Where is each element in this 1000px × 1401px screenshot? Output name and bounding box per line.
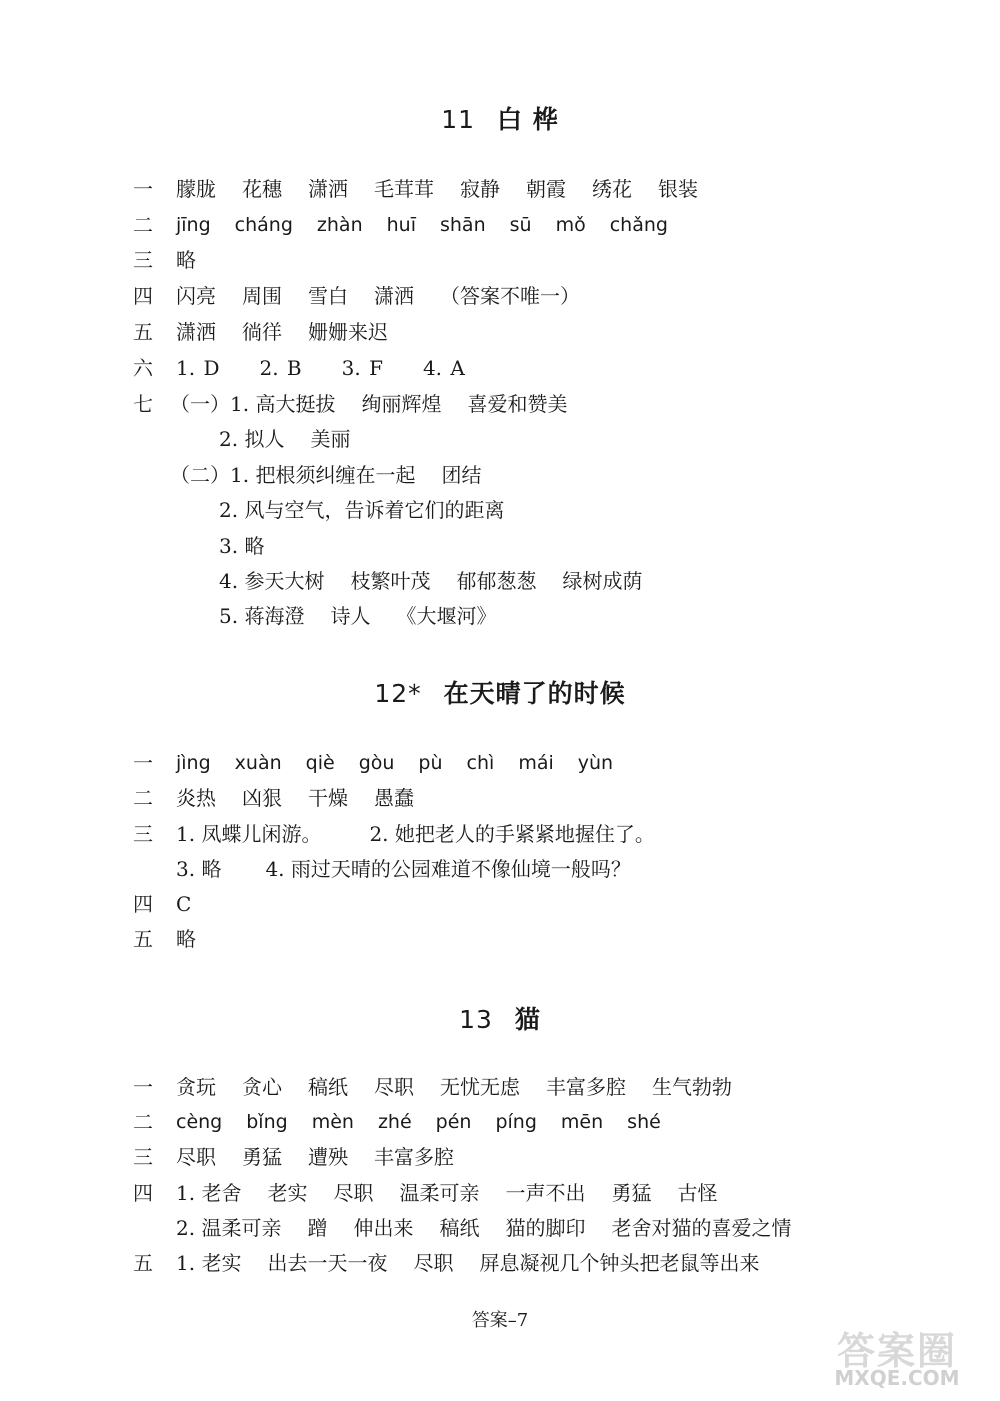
answer-item: sū xyxy=(509,214,532,236)
pinyin-items xyxy=(176,1109,685,1135)
answer-item: zhàn xyxy=(316,214,363,236)
answer-item: 2. 温柔可亲 xyxy=(176,1216,282,1240)
watermark-url: MXQE.COM xyxy=(834,1366,960,1390)
section-number: 12* xyxy=(374,679,422,708)
question-label: 三 xyxy=(133,1145,153,1169)
answer-item: gòu xyxy=(358,752,395,774)
answer-items xyxy=(176,856,657,882)
answer-item: 3. 略 xyxy=(219,534,265,558)
section-name: 在天晴了的时候 xyxy=(443,679,626,708)
question-label: 五 xyxy=(133,320,153,344)
answer-item: 4. 参天大树 xyxy=(219,569,325,593)
question-label: 四 xyxy=(133,892,153,916)
answer-item: 枝繁叶茂 xyxy=(350,569,431,593)
section-number: 11 xyxy=(441,105,476,134)
section-name: 白 桦 xyxy=(497,105,559,134)
answer-items xyxy=(176,891,217,917)
question-label: 二 xyxy=(133,786,153,810)
answer-item: 遭殃 xyxy=(308,1145,348,1169)
question-label: 六 xyxy=(133,356,153,380)
answer-item: 炎热 xyxy=(176,786,216,810)
answer-item: jīng xyxy=(176,214,211,236)
answer-item: 5. 蒋海澄 xyxy=(219,604,305,628)
pinyin-items xyxy=(176,750,637,776)
question-label: 三 xyxy=(133,822,153,846)
question-label: 一 xyxy=(133,751,153,775)
answer-item: 雪白 xyxy=(308,284,348,308)
answer-item: 朝霞 xyxy=(526,177,566,201)
answer-item: 团结 xyxy=(441,463,482,487)
answer-item: 屏息凝视几个钟头把老鼠等出来 xyxy=(479,1251,760,1275)
answer-item: huī xyxy=(386,214,416,236)
answer-item: mái xyxy=(518,752,554,774)
answer-item: 美丽 xyxy=(310,427,351,451)
answer-item: qiè xyxy=(305,752,335,774)
answer-item: 潇洒 xyxy=(176,320,216,344)
answer-item: shé xyxy=(627,1111,661,1133)
answer-items xyxy=(176,355,491,381)
answer-item: 略 xyxy=(176,927,196,951)
answer-item: 4. A xyxy=(422,356,465,380)
answer-items xyxy=(176,1144,480,1170)
answer-item: 蹭 xyxy=(307,1216,328,1240)
answer-item: 愚蠢 xyxy=(374,786,414,810)
answer-item: 诗人 xyxy=(330,604,371,628)
answer-item: 1. 凤蝶儿闲游。 xyxy=(176,822,322,846)
answer-item: mēn xyxy=(560,1111,604,1133)
answer-item: xuàn xyxy=(234,752,282,774)
answer-item: bǐng xyxy=(246,1111,288,1133)
answer-item: 丰富多腔 xyxy=(546,1075,626,1099)
answer-item: 2. 她把老人的手紧紧地握住了。 xyxy=(369,822,655,846)
answer-items xyxy=(170,391,593,417)
answer-item: 3. 略 xyxy=(176,857,222,881)
answer-item: 2. 拟人 xyxy=(219,427,285,451)
answer-item: 1. 老实 xyxy=(176,1251,242,1275)
answer-item: 尽职 xyxy=(333,1181,374,1205)
answer-item: 周围 xyxy=(242,284,282,308)
answer-items xyxy=(219,533,290,559)
answer-item: 尽职 xyxy=(176,1145,216,1169)
question-label: 三 xyxy=(133,248,153,272)
answer-item: 稿纸 xyxy=(439,1216,480,1240)
answer-item: 尽职 xyxy=(374,1075,414,1099)
answer-item: （答案不唯一） xyxy=(440,284,580,308)
answer-item: 贪心 xyxy=(242,1075,282,1099)
answer-item: 猫的脚印 xyxy=(505,1216,586,1240)
answer-item: 老舍对猫的喜爱之情 xyxy=(611,1216,792,1240)
answer-item: 2. 风与空气，告诉着它们的距离 xyxy=(219,498,505,522)
answer-item: 丰富多腔 xyxy=(374,1145,454,1169)
answer-item: píng xyxy=(495,1111,537,1133)
answer-item: 1. D xyxy=(176,356,220,380)
section-number: 13 xyxy=(459,1005,493,1034)
answer-item: 郁郁葱葱 xyxy=(456,569,537,593)
answer-item: cèng xyxy=(176,1111,223,1133)
section-title-12 xyxy=(0,674,1000,710)
pinyin-items xyxy=(176,212,692,238)
answer-items xyxy=(176,785,440,811)
answer-item: 勇猛 xyxy=(242,1145,282,1169)
answer-item: 干燥 xyxy=(308,786,348,810)
answer-item: 闪亮 xyxy=(176,284,216,308)
answer-items xyxy=(170,462,507,488)
watermark-text: 答案圈 xyxy=(836,1329,957,1373)
answer-item: chǎng xyxy=(609,214,668,236)
answer-items xyxy=(176,926,222,952)
answer-item: C xyxy=(176,892,192,916)
answer-item: 古怪 xyxy=(677,1181,718,1205)
answer-item: 出去一天一夜 xyxy=(267,1251,388,1275)
answer-items xyxy=(176,1250,785,1276)
answer-item: （一）1. 高大挺拔 xyxy=(170,392,336,416)
answer-item: mǒ xyxy=(555,214,586,236)
answer-items xyxy=(176,1180,743,1206)
answer-item: 《大堰河》 xyxy=(396,604,497,628)
answer-item: 1. 老舍 xyxy=(176,1181,242,1205)
question-label: 一 xyxy=(133,177,153,201)
answer-items xyxy=(176,176,724,202)
answer-item: 绣花 xyxy=(592,177,632,201)
answer-item: 潇洒 xyxy=(374,284,414,308)
question-label: 四 xyxy=(133,1181,153,1205)
question-label: 五 xyxy=(133,927,153,951)
question-label: 二 xyxy=(133,1110,153,1134)
question-label: 二 xyxy=(133,213,153,237)
answer-items xyxy=(219,603,522,629)
answer-item: 略 xyxy=(176,248,196,272)
section-title-13 xyxy=(0,1000,1000,1036)
question-label: 五 xyxy=(133,1251,153,1275)
answer-item: （二）1. 把根须纠缠在一起 xyxy=(170,463,416,487)
answer-item: mèn xyxy=(311,1111,354,1133)
answer-items xyxy=(176,319,414,345)
answer-item: 朦胧 xyxy=(176,177,216,201)
page-number: 答案–7 xyxy=(471,1310,529,1331)
answer-item: yùn xyxy=(577,752,614,774)
question-label: 一 xyxy=(133,1075,153,1099)
answer-item: 勇猛 xyxy=(611,1181,652,1205)
answer-item: 花穗 xyxy=(242,177,282,201)
answer-item: 老实 xyxy=(267,1181,308,1205)
answer-item: jìng xyxy=(176,752,211,774)
section-name: 猫 xyxy=(514,1005,541,1034)
answer-items xyxy=(176,1074,758,1100)
answer-item: zhé xyxy=(377,1111,412,1133)
answer-item: 毛茸茸 xyxy=(374,177,434,201)
answer-item: pén xyxy=(435,1111,472,1133)
answer-items xyxy=(219,426,376,452)
answer-item: 2. B xyxy=(259,356,302,380)
answer-item: 寂静 xyxy=(460,177,500,201)
answer-item: 稿纸 xyxy=(308,1075,348,1099)
answer-item: 银装 xyxy=(658,177,698,201)
answer-items xyxy=(219,497,530,523)
answer-items xyxy=(219,568,668,594)
section-title-11 xyxy=(0,100,1000,136)
answer-items xyxy=(176,821,681,847)
answer-item: 4. 雨过天晴的公园难道不像仙境一般吗？ xyxy=(265,857,631,881)
answer-item: 一声不出 xyxy=(505,1181,586,1205)
answer-item: 尽职 xyxy=(413,1251,454,1275)
answer-item: 徜徉 xyxy=(242,320,282,344)
answer-item: cháng xyxy=(234,214,293,236)
answer-item: pù xyxy=(418,752,443,774)
answer-item: 伸出来 xyxy=(353,1216,414,1240)
answer-item: 无忧无虑 xyxy=(440,1075,520,1099)
question-label: 四 xyxy=(133,284,153,308)
answer-items xyxy=(176,247,222,273)
answer-item: 生气勃勃 xyxy=(652,1075,732,1099)
answer-item: 绿树成荫 xyxy=(562,569,643,593)
question-label: 七 xyxy=(133,392,153,416)
answer-items xyxy=(176,1215,817,1241)
answer-item: 绚丽辉煌 xyxy=(361,392,442,416)
answer-item: 凶狠 xyxy=(242,786,282,810)
answer-items xyxy=(176,283,606,309)
answer-item: 温柔可亲 xyxy=(399,1181,480,1205)
answer-item: shān xyxy=(439,214,486,236)
watermark-logo xyxy=(812,1320,982,1390)
answer-item: 潇洒 xyxy=(308,177,348,201)
answer-item: 喜爱和赞美 xyxy=(467,392,568,416)
answer-item: 3. F xyxy=(341,356,383,380)
answer-item: 姗姗来迟 xyxy=(308,320,388,344)
answer-item: 贪玩 xyxy=(176,1075,216,1099)
answer-item: chì xyxy=(466,752,495,774)
